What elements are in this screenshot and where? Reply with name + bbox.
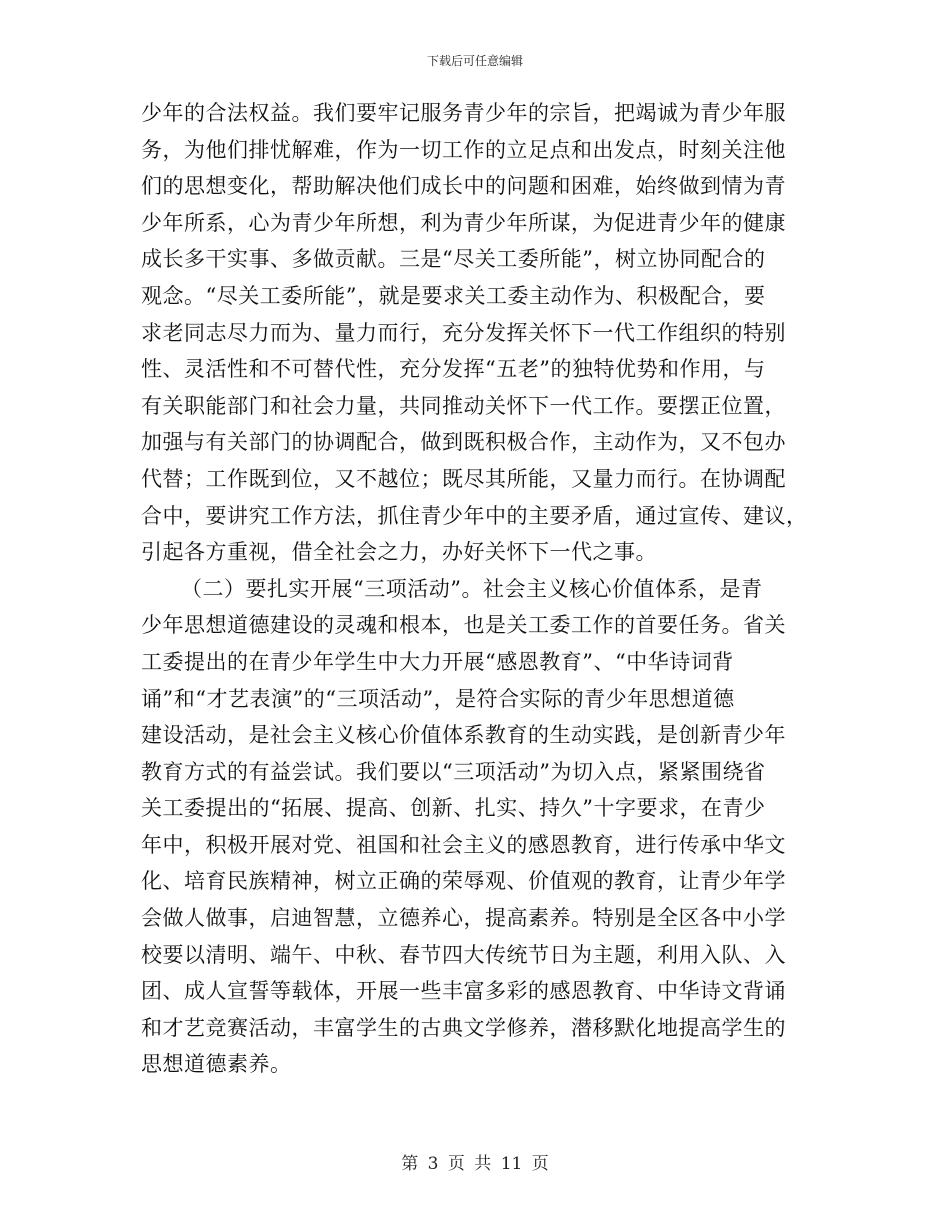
body-line: 团、成人宣誓等载体，开展一些丰富多彩的感恩教育、中华诗文背诵 bbox=[141, 979, 786, 1004]
body-line: 诵”和“才艺表演”的“三项活动”，是符合实际的青少年思想道德 bbox=[141, 686, 735, 711]
body-line: 务，为他们排忧解难，作为一切工作的立足点和出发点，时刻关注他 bbox=[141, 137, 786, 162]
section-heading-line: （二）要扎实开展“三项活动”。社会主义核心价值体系，是青 bbox=[181, 576, 763, 601]
body-line: 教育方式的有益尝试。我们要以“三项活动”为切入点，紧紧围绕省 bbox=[141, 759, 766, 784]
body-line: 工委提出的在青少年学生中大力开展“感恩教育”、“中华诗词背 bbox=[141, 649, 734, 674]
body-line: 年中，积极开展对党、祖国和社会主义的感恩教育，进行传承中华文 bbox=[141, 832, 786, 857]
body-line: 有关职能部门和社会力量，共同推动关怀下一代工作。要摆正位置， bbox=[141, 393, 786, 418]
body-line: 少年思想道德建设的灵魂和根本，也是关工委工作的首要任务。省关 bbox=[141, 613, 786, 638]
body-line: 成长多干实事、多做贡献。三是“尽关工委所能”，树立协同配合的 bbox=[141, 247, 766, 272]
body-line: 合中，要讲究工作方法，抓住青少年中的主要矛盾，通过宣传、建议， bbox=[141, 503, 808, 528]
body-line: 们的思想变化，帮助解决他们成长中的问题和困难，始终做到情为青 bbox=[141, 174, 786, 199]
body-line: 化、培育民族精神，树立正确的荣辱观、价值观的教育，让青少年学 bbox=[141, 869, 786, 894]
body-line: 校要以清明、端午、中秋、春节四大传统节日为主题，利用入队、入 bbox=[141, 942, 786, 967]
body-line: 和才艺竞赛活动，丰富学生的古典文学修养，潜移默化地提高学生的 bbox=[141, 1015, 786, 1040]
body-line: 思想道德素养。 bbox=[141, 1052, 292, 1077]
body-line: 少年所系，心为青少年所想，利为青少年所谋，为促进青少年的健康 bbox=[141, 210, 786, 235]
document-body bbox=[141, 95, 821, 1083]
page-header: 下载后可任意编辑 bbox=[426, 54, 523, 68]
body-line: 观念。“尽关工委所能”，就是要求关工委主动作为、积极配合，要 bbox=[141, 283, 766, 308]
body-line: 求老同志尽力而为、量力而行，充分发挥关怀下一代工作组织的特别 bbox=[141, 320, 786, 345]
body-line: 建设活动，是社会主义核心价值体系教育的生动实践，是创新青少年 bbox=[141, 723, 786, 748]
body-line: 引起各方重视，借全社会之力，办好关怀下一代之事。 bbox=[141, 540, 657, 565]
body-line: 加强与有关部门的协调配合，做到既积极合作，主动作为，又不包办 bbox=[141, 430, 786, 455]
page-number-footer: 第 3 页 共 11 页 bbox=[401, 1154, 549, 1174]
body-line: 代替；工作既到位，又不越位；既尽其所能，又量力而行。在协调配 bbox=[141, 466, 786, 491]
body-line: 关工委提出的“拓展、提高、创新、扎实、持久”十字要求，在青少 bbox=[141, 796, 766, 821]
body-line: 会做人做事，启迪智慧，立德养心，提高素养。特别是全区各中小学 bbox=[141, 906, 786, 931]
body-line: 少年的合法权益。我们要牢记服务青少年的宗旨，把竭诚为青少年服 bbox=[141, 101, 786, 125]
body-line: 性、灵活性和不可替代性，充分发挥“五老”的独特优势和作用，与 bbox=[141, 357, 766, 382]
